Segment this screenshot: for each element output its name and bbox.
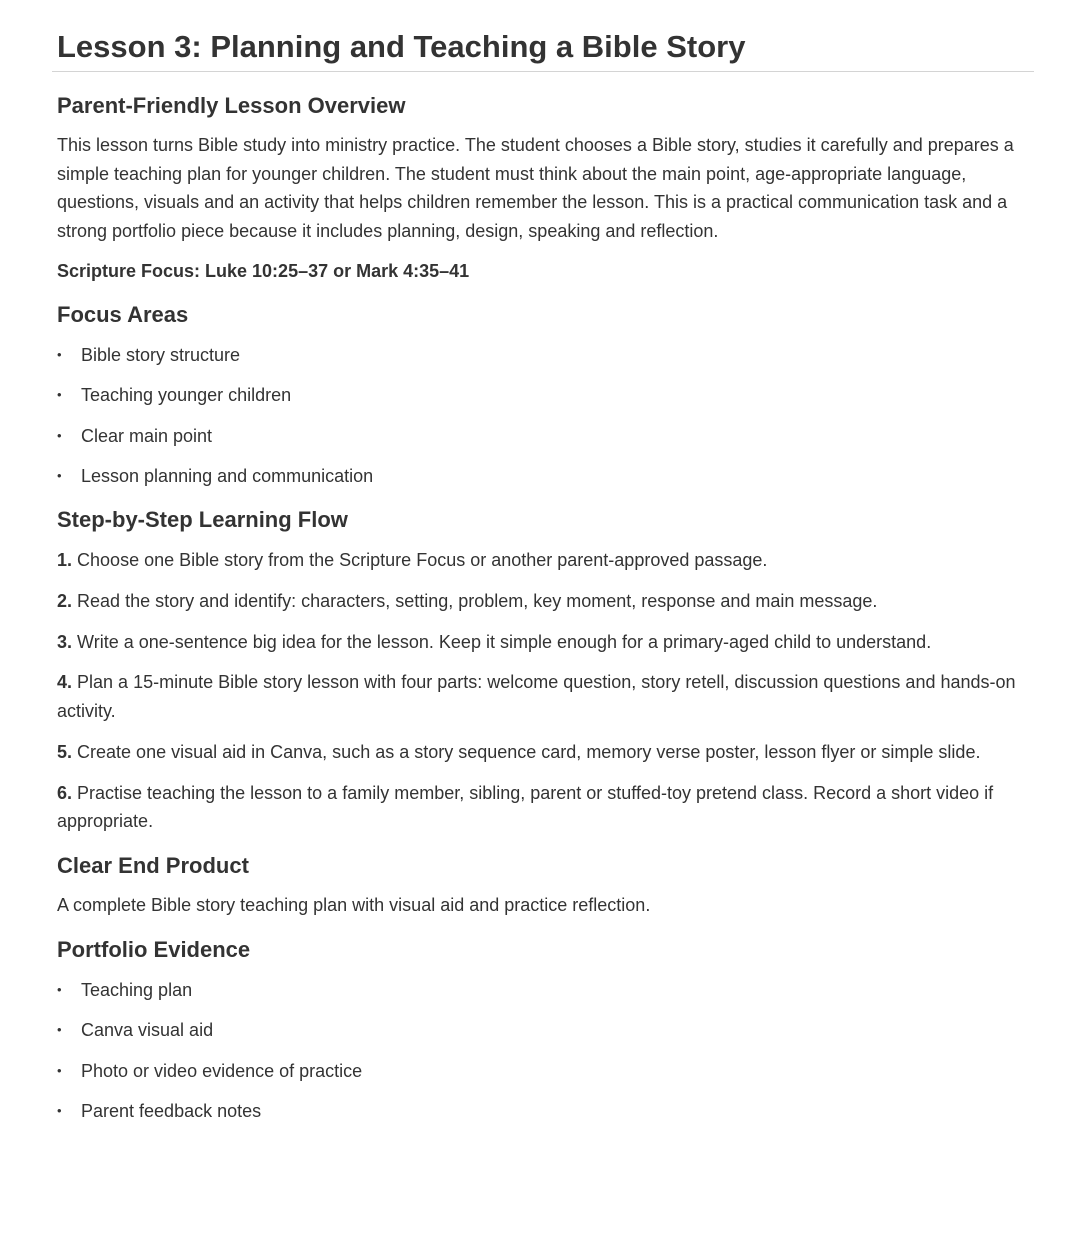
focus-areas-list: [57, 341, 1034, 491]
overview-heading: Parent-Friendly Lesson Overview: [57, 93, 406, 118]
list-item: [57, 1097, 1034, 1125]
list-item: [57, 422, 1034, 450]
focus-areas-heading: Focus Areas: [57, 301, 189, 327]
list-item: [57, 1016, 1034, 1044]
bullet-icon: •: [57, 387, 62, 403]
page-title: Lesson 3: Planning and Teaching a Bible Story: [57, 29, 746, 64]
list-item: [57, 341, 1034, 369]
step-number: 1.: [57, 550, 73, 571]
bullet-icon: •: [57, 1022, 62, 1038]
list-item-label: Teaching plan: [81, 979, 193, 1000]
portfolio-evidence-section: [57, 937, 1034, 1126]
learning-flow-steps: [57, 546, 1034, 836]
step-item: [57, 587, 1034, 616]
list-item-label: Clear main point: [81, 425, 213, 446]
list-item: [57, 381, 1034, 409]
scripture-focus: Scripture Focus: Luke 10:25–37 or Mark 4:35–41: [57, 260, 470, 281]
list-item: [57, 1057, 1034, 1085]
step-text: Plan a 15-minute Bible story lesson with four parts: welcome question, story retell, discussion questions and hands-on activity.: [57, 672, 1016, 722]
step-text: Practise teaching the lesson to a family member, sibling, parent or stuffed-toy pretend class. Record a short video if appropriate.: [57, 782, 994, 832]
step-number: 3.: [57, 631, 73, 652]
step-number: 6.: [57, 782, 73, 803]
bullet-icon: •: [57, 1062, 62, 1078]
bullet-icon: •: [57, 427, 62, 443]
list-item: [57, 976, 1034, 1004]
bullet-icon: •: [57, 468, 62, 484]
focus-areas-section: [57, 302, 1034, 491]
bullet-icon: •: [57, 1103, 62, 1119]
portfolio-evidence-heading: Portfolio Evidence: [57, 936, 251, 962]
step-text: Write a one-sentence big idea for the lesson. Keep it simple enough for a primary-aged child to understand.: [77, 631, 932, 652]
overview-paragraph: This lesson turns Bible study into ministry practice. The student chooses a Bible story, studies it carefully and prepares a simple teaching plan for younger children. The student must think about the main point, age-appropriate language, questions, visuals and an activity that helps children remember the lesson. This is a practical communication task and a strong portfolio piece because it includes planning, design, speaking and reflection.: [57, 135, 1014, 242]
bullet-icon: •: [57, 981, 62, 997]
step-number: 5.: [57, 741, 73, 762]
list-item-label: Canva visual aid: [81, 1020, 214, 1041]
list-item: [57, 462, 1034, 490]
list-item-label: Bible story structure: [81, 344, 241, 365]
step-item: [57, 546, 1034, 575]
learning-flow-heading: Step-by-Step Learning Flow: [57, 507, 348, 533]
step-number: 4.: [57, 672, 73, 693]
list-item-label: Photo or video evidence of practice: [81, 1060, 363, 1081]
step-number: 2.: [57, 591, 73, 612]
end-product-section: [57, 853, 1034, 920]
list-item-label: Lesson planning and communication: [81, 466, 374, 487]
step-item: [57, 628, 1034, 657]
list-item-label: Parent feedback notes: [81, 1101, 262, 1122]
bullet-icon: •: [57, 346, 62, 362]
list-item-label: Teaching younger children: [81, 385, 292, 406]
title-divider: [52, 71, 1034, 72]
step-text: Read the story and identify: characters, setting, problem, key moment, response and main message.: [77, 591, 878, 612]
portfolio-evidence-list: [57, 976, 1034, 1126]
step-item: [57, 668, 1034, 725]
overview-section: [57, 93, 1034, 285]
step-item: [57, 738, 1034, 767]
end-product-heading: Clear End Product: [57, 852, 249, 878]
end-product-text: A complete Bible story teaching plan with visual aid and practice reflection.: [57, 894, 651, 915]
step-item: [57, 779, 1034, 836]
step-text: Choose one Bible story from the Scripture Focus or another parent-approved passage.: [77, 550, 768, 571]
step-text: Create one visual aid in Canva, such as a story sequence card, memory verse poster, lesson flyer or simple slide.: [77, 741, 981, 762]
learning-flow-section: [57, 507, 1034, 836]
